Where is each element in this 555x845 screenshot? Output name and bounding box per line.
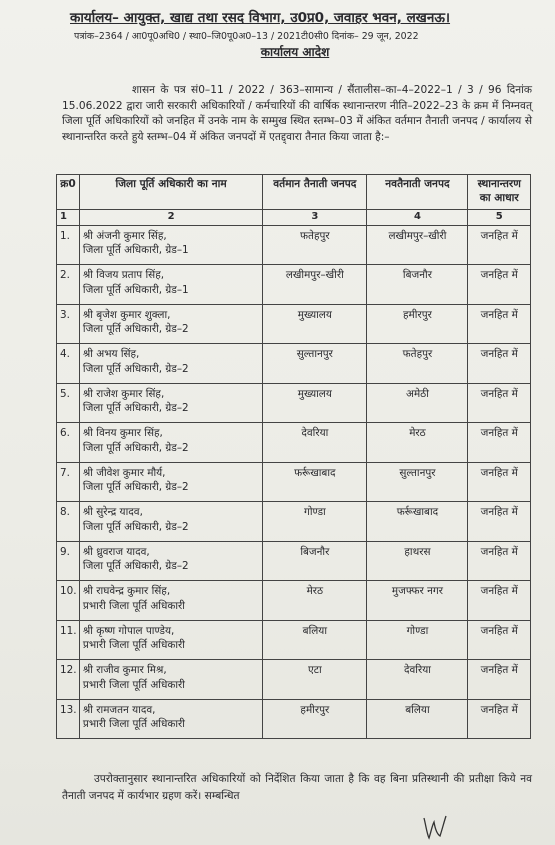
officer-name: श्री जीवेश कुमार मौर्य, [82, 466, 166, 479]
row-officer [79, 304, 262, 344]
current-district: बिजनौर [263, 541, 367, 581]
row-officer [79, 462, 262, 502]
new-district: फतेहपुर [367, 344, 468, 384]
table-row [57, 581, 531, 621]
row-serial-number: 4. [57, 344, 80, 384]
transfer-table [56, 174, 531, 739]
header-new-district: नवतैनाती जनपद [367, 175, 468, 210]
column-number-row [57, 210, 531, 226]
row-officer [79, 344, 262, 384]
officer-designation: जिला पूर्ति अधिकारी, ग्रेड–2 [82, 481, 189, 493]
row-officer [79, 423, 262, 463]
transfer-basis: जनहित में [468, 462, 531, 502]
officer-designation: प्रभारी जिला पूर्ति अधिकारी [82, 639, 185, 651]
transfer-basis: जनहित में [468, 699, 531, 739]
header-name: जिला पूर्ति अधिकारी का नाम [79, 175, 262, 210]
officer-name: श्री राघवेन्द्र कुमार सिंह, [82, 585, 171, 597]
new-district: हमीरपुर [367, 304, 468, 344]
office-title: कार्यालय– आयुक्त, खाद्य तथा रसद विभाग, उ0प्र0, जवाहर भवन, लखनऊ। [70, 10, 451, 26]
row-serial-number: 6. [57, 423, 80, 463]
officer-name: श्री सुरेन्द्र यादव, [82, 506, 143, 518]
officer-designation: जिला पूर्ति अधिकारी, ग्रेड–1 [82, 283, 189, 296]
intro-paragraph [62, 83, 532, 145]
new-district: गोण्डा [367, 620, 468, 660]
officer-name: श्री राजीव कुमार मिश्र, [82, 664, 167, 676]
officer-designation: जिला पूर्ति अधिकारी, ग्रेड–2 [82, 520, 189, 533]
header-current-district: वर्तमान तैनाती जनपद [263, 175, 367, 210]
row-serial-number: 8. [57, 502, 80, 542]
row-officer [79, 383, 262, 423]
table-row [57, 660, 531, 700]
row-serial-number: 10. [57, 581, 80, 621]
officer-designation: जिला पूर्ति अधिकारी, ग्रेड–2 [82, 441, 189, 454]
header-basis: स्थानान्तरण का आधार [468, 175, 531, 210]
order-title: कार्यालय आदेश [260, 45, 330, 59]
table-row [57, 541, 531, 581]
transfer-basis: जनहित में [468, 502, 531, 542]
current-district: सुल्तानपुर [263, 344, 367, 384]
new-district: लखीमपुर–खीरी [367, 225, 468, 265]
new-district: सुल्तानपुर [367, 462, 468, 502]
row-serial-number: 1. [57, 225, 80, 265]
current-district: फतेहपुर [263, 225, 367, 265]
current-district: फर्रूखाबाद [263, 462, 367, 502]
header-sno: क्र0 [57, 175, 80, 210]
new-district: देवरिया [367, 660, 468, 700]
officer-name: श्री राजेश कुमार सिंह, [82, 387, 165, 400]
column-number: 1 [57, 210, 80, 226]
row-serial-number: 12. [57, 660, 80, 700]
new-district: मेरठ [367, 423, 468, 463]
transfer-basis: जनहित में [468, 541, 531, 581]
row-officer [79, 620, 262, 660]
column-number: 4 [367, 210, 468, 226]
table-row [57, 225, 531, 265]
new-district: बलिया [367, 699, 468, 739]
officer-name: श्री रामजतन यादव, [82, 703, 156, 716]
transfer-basis: जनहित में [468, 265, 531, 305]
officer-designation: जिला पूर्ति अधिकारी, ग्रेड–2 [82, 362, 189, 375]
officer-designation: जिला पूर्ति अधिकारी, ग्रेड–2 [82, 560, 189, 572]
footer-text: उपरोक्तानुसार स्थानान्तरित अधिकारियों को निर्देशित किया जाता है कि वह बिना प्रतिस्थानी की प्रतीक्षा किये नव तैनाती जनपद में कार्यभार ग्रहण करें। सम्बन्धित [62, 773, 532, 802]
officer-designation: प्रभारी जिला पूर्ति अधिकारी [82, 678, 185, 691]
officer-designation: जिला पूर्ति अधिकारी, ग्रेड–2 [82, 323, 189, 335]
current-district: एटा [263, 660, 367, 700]
row-serial-number: 3. [57, 304, 80, 344]
table-row [57, 462, 531, 502]
transfer-basis: जनहित में [468, 383, 531, 423]
new-district: अमेठी [367, 383, 468, 423]
transfer-basis: जनहित में [468, 344, 531, 384]
row-serial-number: 5. [57, 383, 80, 423]
footer-paragraph [62, 771, 532, 805]
officer-name: श्री अंजनी कुमार सिंह, [82, 229, 167, 242]
table-row [57, 502, 531, 542]
table-row [57, 265, 531, 305]
current-district: गोण्डा [263, 502, 367, 542]
signature-mark [420, 812, 448, 842]
current-district: मुख्यालय [263, 304, 367, 344]
officer-name: श्री विनय कुमार सिंह, [82, 427, 163, 439]
row-officer [79, 541, 262, 581]
current-district: देवरिया [263, 423, 367, 463]
row-officer [79, 660, 262, 700]
new-district: बिजनौर [367, 265, 468, 305]
transfer-basis: जनहित में [468, 581, 531, 621]
current-district: हमीरपुर [263, 699, 367, 739]
transfer-basis: जनहित में [468, 225, 531, 265]
new-district: मुजफ्फर नगर [367, 581, 468, 621]
intro-text: शासन के पत्र सं0–11 / 2022 / 363–सामान्य / सैंतालीस–का–4–2022–1 / 3 / 96 दिनांक 15.06.2022 द्वारा जारी सरकारी अधिकारियों / कर्मचारियों की वार्षिक स्थानान्तरण नीति–2022–23 के क्रम में निम्नवत् जिला पूर्ति अधिकारियों को जनहित में उनके नाम के सम्मुख स्थित स्तम्भ–03 में अंकित वर्तमान तैनाती जनपद / कार्यालय से स्थानान्तरित करते हुये स्तम्भ–04 में अंकित जनपदों में एतद्द्वारा तैनात किया जाता है:– [62, 84, 532, 143]
row-serial-number: 13. [57, 699, 80, 739]
transfer-basis: जनहित में [468, 423, 531, 463]
officer-designation: प्रभारी जिला पूर्ति अधिकारी [82, 718, 185, 730]
table-row [57, 620, 531, 660]
officer-name: श्री विजय प्रताप सिंह, [82, 269, 165, 281]
document-header [50, 8, 540, 60]
officer-name: श्री ध्रुवराज यादव, [82, 545, 150, 558]
officer-name: श्री अभय सिंह, [82, 348, 140, 360]
table-row [57, 383, 531, 423]
new-district: हाथरस [367, 541, 468, 581]
table-row [57, 699, 531, 739]
officer-designation: जिला पूर्ति अधिकारी, ग्रेड–1 [82, 244, 189, 256]
column-number: 5 [468, 210, 531, 226]
current-district: बलिया [263, 620, 367, 660]
current-district: लखीमपुर–खीरी [263, 265, 367, 305]
officer-name: श्री कृष्ण गोपाल पाण्डेय, [82, 624, 175, 637]
current-district: मेरठ [263, 581, 367, 621]
transfer-basis: जनहित में [468, 660, 531, 700]
row-serial-number: 11. [57, 620, 80, 660]
officer-designation: जिला पूर्ति अधिकारी, ग्रेड–2 [82, 402, 189, 414]
row-officer [79, 581, 262, 621]
row-serial-number: 9. [57, 541, 80, 581]
transfer-basis: जनहित में [468, 620, 531, 660]
row-serial-number: 7. [57, 462, 80, 502]
new-district: फर्रूखाबाद [367, 502, 468, 542]
row-officer [79, 265, 262, 305]
row-serial-number: 2. [57, 265, 80, 305]
row-officer [79, 502, 262, 542]
transfer-basis: जनहित में [468, 304, 531, 344]
column-number: 3 [263, 210, 367, 226]
table-row [57, 304, 531, 344]
table-row [57, 344, 531, 384]
current-district: मुख्यालय [263, 383, 367, 423]
table-header-row [57, 175, 531, 210]
officer-name: श्री बृजेश कुमार शुक्ला, [82, 308, 171, 321]
officer-designation: प्रभारी जिला पूर्ति अधिकारी [82, 599, 185, 612]
reference-line: पत्रांक–2364 / आ0पू0अधि0 / स्था0–जि0पू0अ0–13 / 2021टी0सी0 दिनांक– 29 जून, 2022 [74, 31, 419, 42]
table-row [57, 423, 531, 463]
column-number: 2 [79, 210, 262, 226]
row-officer [79, 699, 262, 739]
row-officer [79, 225, 262, 265]
